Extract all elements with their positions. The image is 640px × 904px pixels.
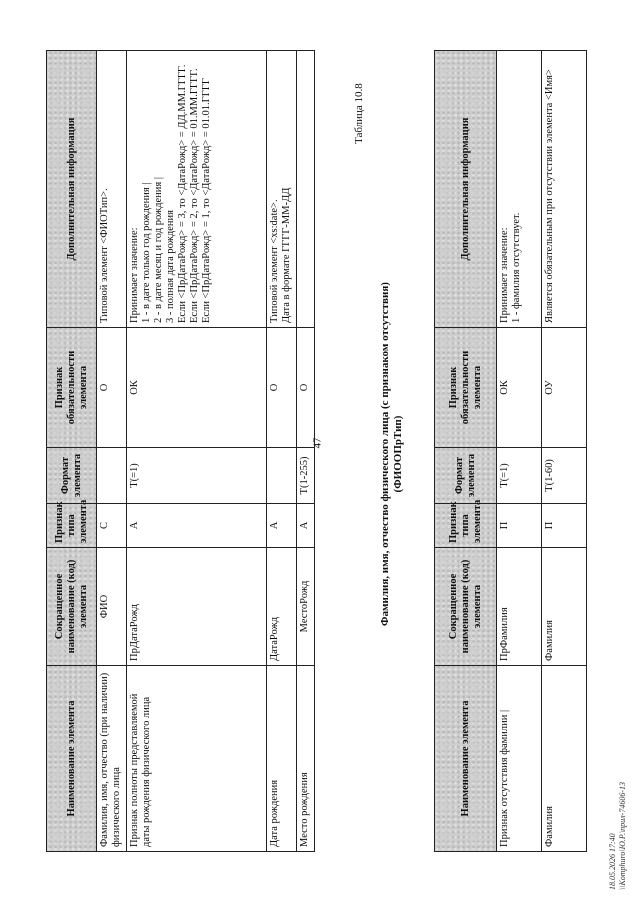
table-elements-1 [46, 50, 315, 852]
cell-code: ДатаРожд [267, 548, 297, 666]
table-row [97, 51, 127, 852]
header-cell: Формат элемента [435, 448, 497, 504]
cell-name: Фамилия, имя, отчество (при наличии) физического лица [97, 666, 127, 852]
document-footer [608, 782, 628, 890]
cell-code: ПрФамилия [497, 548, 542, 666]
cell-info: Типовой элемент <ФИОТип>. [97, 51, 127, 328]
cell-required: О [267, 328, 297, 448]
header-cell: Признак обязательности элемента [47, 328, 97, 448]
cell-required: ОК [127, 328, 267, 448]
cell-format: Т(1-60) [542, 448, 587, 504]
header-cell: Сокращенное наименование (код) элемента [435, 548, 497, 666]
table-label: Таблица 10.8 [353, 83, 365, 144]
cell-name: Фамилия [542, 666, 587, 852]
cell-type: А [127, 504, 267, 548]
table-elements-2 [434, 50, 587, 852]
header-cell: Формат элемента [47, 448, 97, 504]
cell-format: Т(1-255) [297, 448, 315, 504]
table-row [267, 51, 297, 852]
footer-timestamp: 18.05.2026 17:40 [608, 833, 617, 890]
cell-type: С [97, 504, 127, 548]
table-row [127, 51, 267, 852]
table-row [542, 51, 587, 852]
cell-name: Дата рождения [267, 666, 297, 852]
table-header-row [47, 51, 97, 852]
table-title: Фамилия, имя, отчество физического лица (с признаком отсутствия) (ФИООПрТип) [379, 282, 404, 626]
cell-required: ОУ [542, 328, 587, 448]
cell-name: Признак отсутствия фамилии | [497, 666, 542, 852]
cell-info: Является обязательным при отсутствии элемента <Имя> [542, 51, 587, 328]
table-row [497, 51, 542, 852]
cell-info: Типовой элемент <xs:date>. Дата в формате ГГГГ-ММ-ДД [267, 51, 297, 328]
table-row [297, 51, 315, 852]
cell-format: Т(=1) [497, 448, 542, 504]
cell-type: П [542, 504, 587, 548]
header-cell: Дополнительная информация [435, 51, 497, 328]
cell-type: А [297, 504, 315, 548]
cell-code: ПрДатаРожд [127, 548, 267, 666]
cell-name: Признак полноты представляемой даты рождения физического лица [127, 666, 267, 852]
cell-format [97, 448, 127, 504]
cell-required: О [297, 328, 315, 448]
header-cell: Наименование элемента [435, 666, 497, 852]
cell-info: Принимает значение: 1 - фамилия отсутствует. [497, 51, 542, 328]
cell-code: Фамилия [542, 548, 587, 666]
cell-name: Место рождения [297, 666, 315, 852]
cell-info [297, 51, 315, 328]
cell-type: П [497, 504, 542, 548]
cell-required: О [97, 328, 127, 448]
header-cell: Признак обязательности элемента [435, 328, 497, 448]
header-cell: Признак типа элемента [435, 504, 497, 548]
cell-type: А [267, 504, 297, 548]
page-number: 47 [311, 437, 324, 449]
header-cell: Сокращенное наименование (код) элемента [47, 548, 97, 666]
cell-format: Т(=1) [127, 448, 267, 504]
cell-info: Принимает значение: 1 - в дате только год рождения | 2 - в дате месяц и год рождения | 3 - полная дата рождения Если <ПрДатаРожд> = 3, то <ДатаРожд> = ДД.ММ.ГГГГ. Если <ПрДатаРожд> = 2, то <ДатаРожд> = 01.ММ.ГГГГ. Если <ПрДатаРожд> = 1, то <ДатаРожд> = 01.01.ГГГГ [127, 51, 267, 328]
header-cell: Наименование элемента [47, 666, 97, 852]
header-cell: Дополнительная информация [47, 51, 97, 328]
table-header-row [435, 51, 497, 852]
cell-format [267, 448, 297, 504]
footer-path: \\Komphuro\Ю.Р.\прил-74606-13 [618, 782, 627, 890]
header-cell: Признак типа элемента [47, 504, 97, 548]
cell-code: МестоРожд [297, 548, 315, 666]
cell-required: ОК [497, 328, 542, 448]
cell-code: ФИО [97, 548, 127, 666]
